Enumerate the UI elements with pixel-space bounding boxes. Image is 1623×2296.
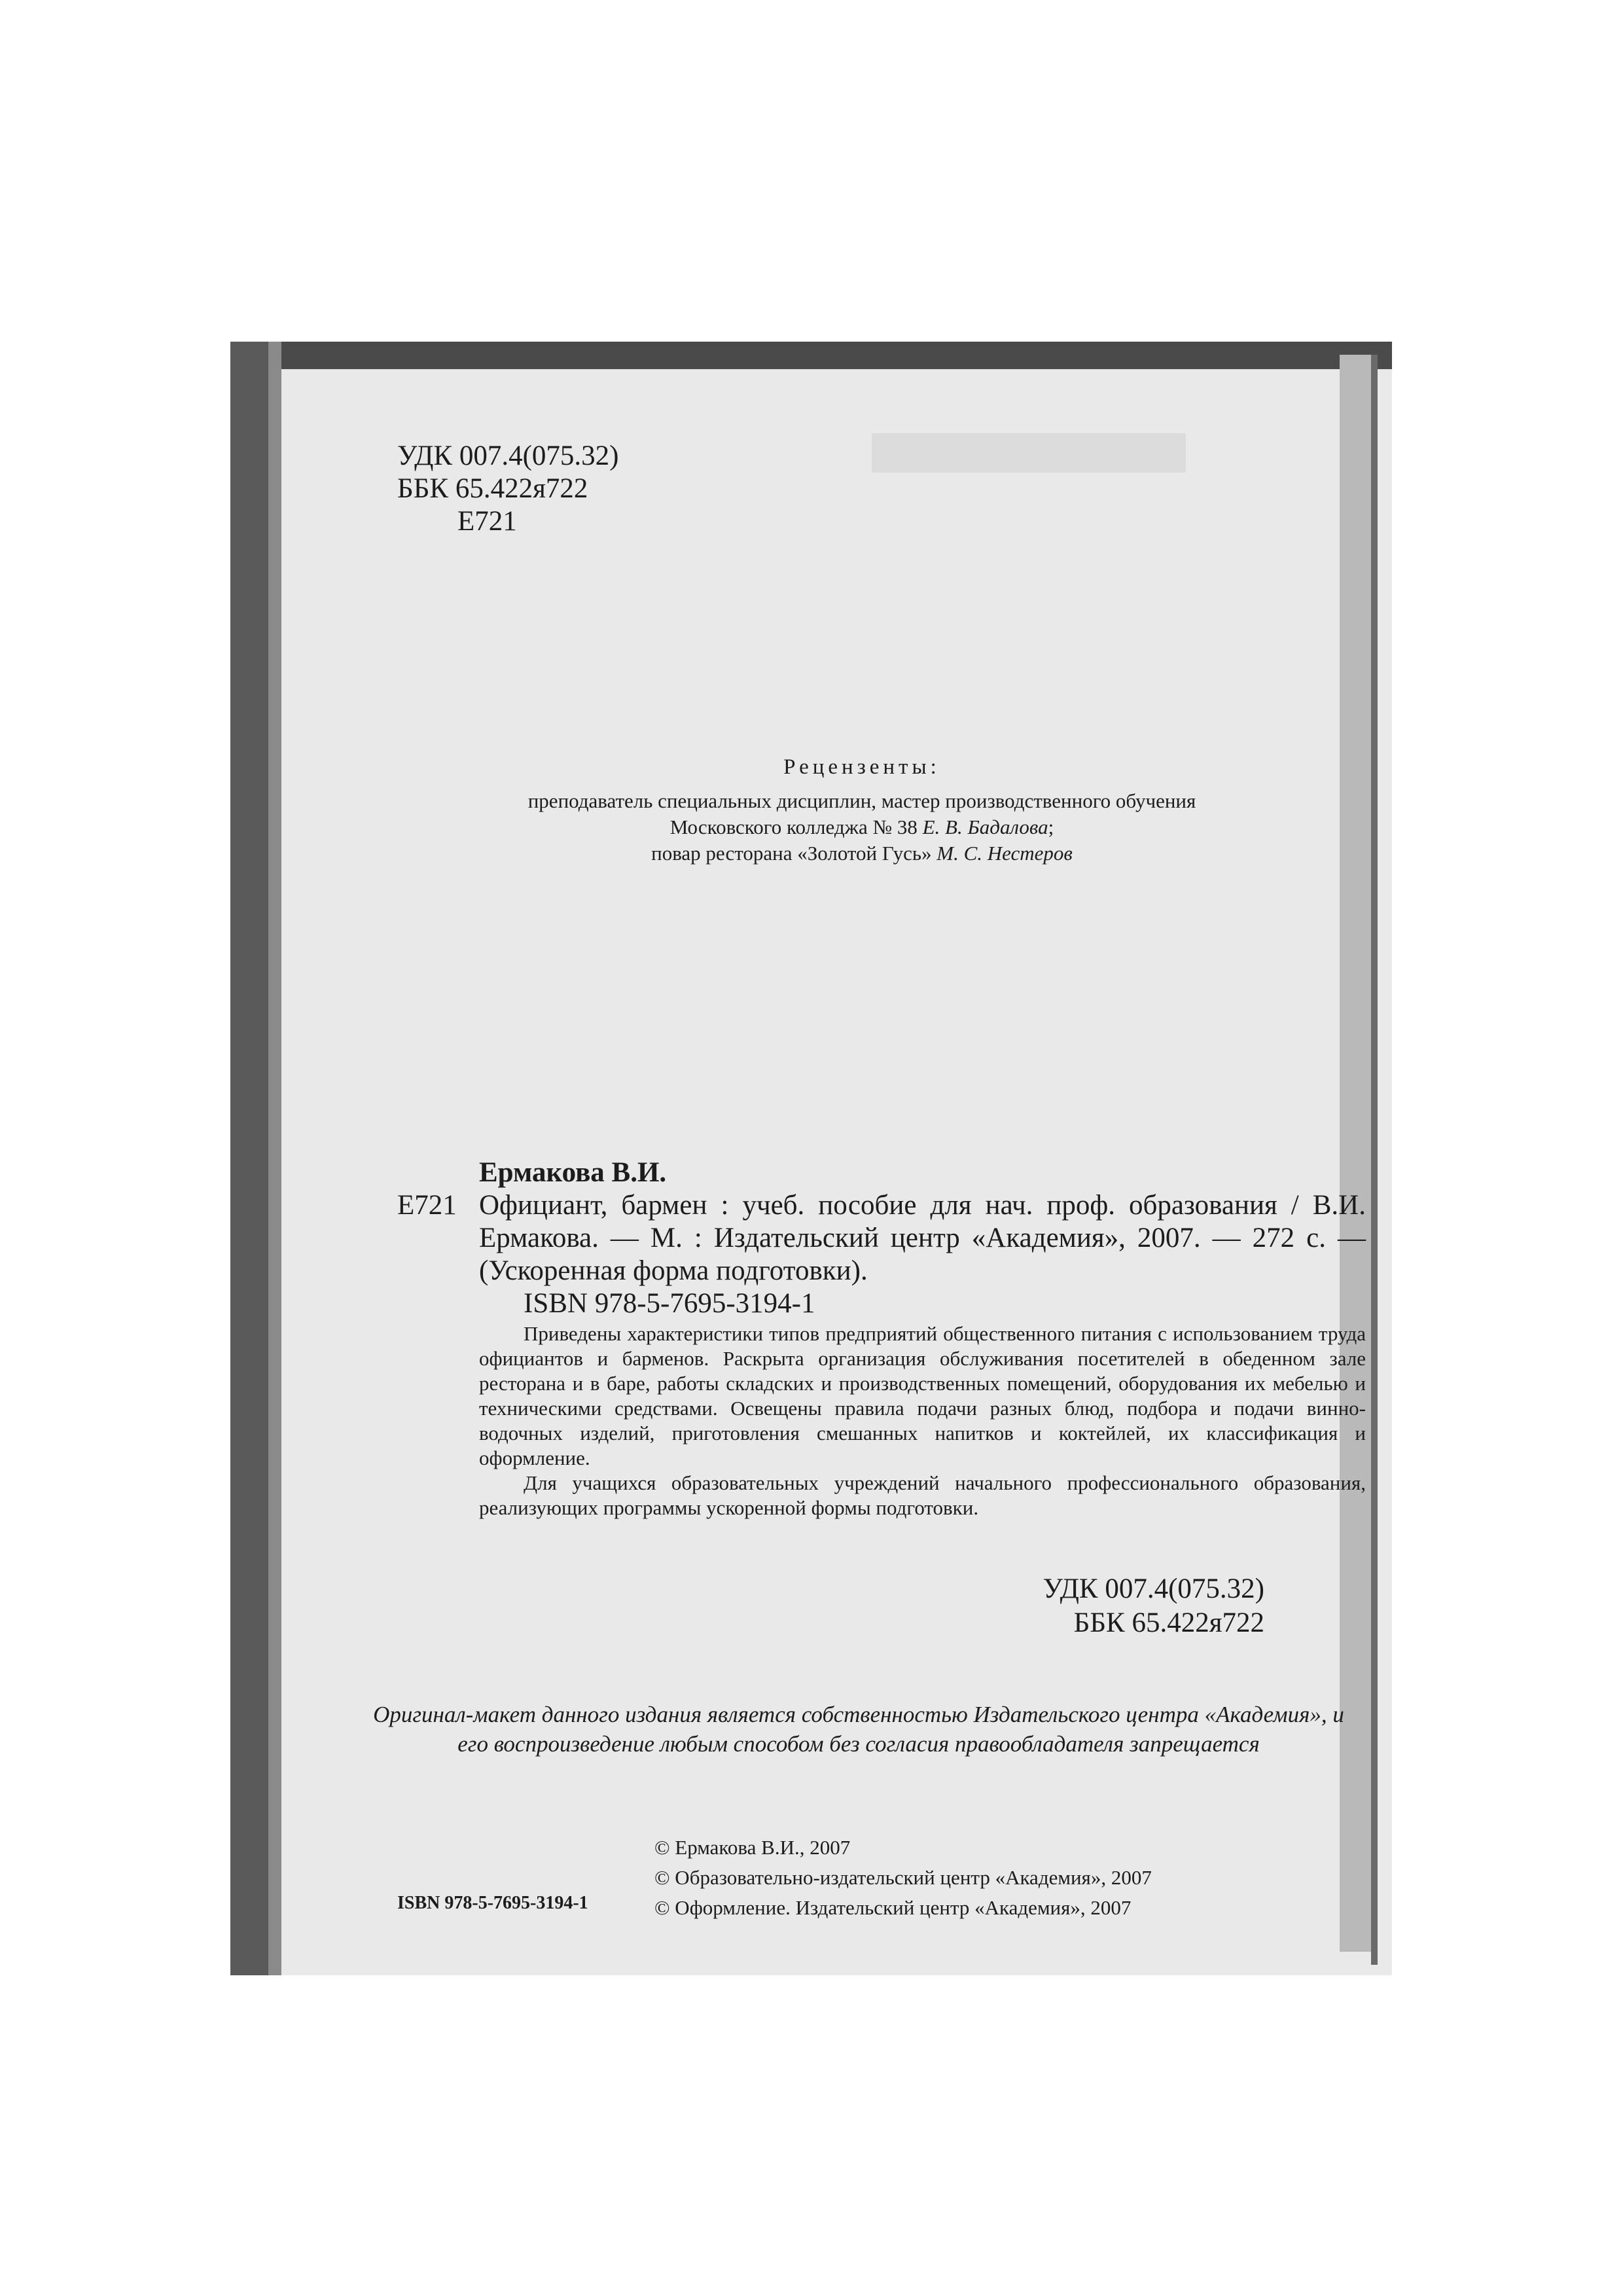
- bleed-through-shadow: [872, 433, 1186, 473]
- biblio-code: Е721: [397, 1190, 457, 1221]
- reviewers-heading: Рецензенты:: [783, 755, 940, 779]
- footer-bbk-code: ББК 65.422я722: [1073, 1607, 1264, 1638]
- annotation-paragraph-2: Для учащихся образовательных учреждений начального профессионального образования, реализующих программы ускоренной формы подготовки.: [479, 1471, 1366, 1519]
- author-mark: Е721: [457, 506, 517, 537]
- scanned-page: [230, 342, 1392, 1975]
- reviewer-line-2-prefix: Московского колледжа № 38: [669, 816, 923, 838]
- reviewer-line-1: преподаватель специальных дисциплин, мастер производственного обучения: [527, 789, 1196, 812]
- footer-classification-codes: [1043, 1572, 1265, 1640]
- reviewer-line-2: [381, 814, 1343, 840]
- biblio-description: Официант, бармен : учеб. пособие для нач. проф. образования / В.И. Ермакова. — М. : Издательский центр «Академия», 2007. — 272 с. — (Ускоренная форма подготовки).: [479, 1190, 1366, 1286]
- reviewer-name-2: М. С. Нестеров: [936, 842, 1073, 865]
- reviewer-line-2-suffix: ;: [1048, 816, 1054, 838]
- scan-edge-right-dark: [1371, 355, 1378, 1965]
- udk-code: УДК 007.4(075.32): [397, 440, 619, 471]
- footer-udk-code: УДК 007.4(075.32): [1043, 1573, 1264, 1604]
- copyright-line: © Ермакова В.И., 2007: [654, 1836, 851, 1859]
- isbn-bottom: ISBN 978-5-7695-3194-1: [397, 1893, 588, 1913]
- reviewers-block: [381, 754, 1343, 867]
- copyright-notice: Оригинал-макет данного издания является собственностью Издательского центра «Академия», и его воспроизведение любым способом без согласия правообладателя запрещается: [373, 1702, 1344, 1757]
- copyright-list: [654, 1833, 1152, 1923]
- copyright-line: © Образовательно-издательский центр «Академия», 2007: [654, 1866, 1152, 1889]
- book-author: Ермакова В.И.: [479, 1157, 667, 1188]
- reviewer-name-1: Е. В. Бадалова: [922, 816, 1048, 838]
- scan-edge-left: [230, 342, 268, 1975]
- biblio-isbn: ISBN 978-5-7695-3194-1: [524, 1288, 815, 1319]
- bbk-code: ББК 65.422я722: [397, 473, 588, 504]
- reviewer-line-3: [381, 840, 1343, 867]
- annotation-paragraph-1: Приведены характеристики типов предприятий общественного питания с использованием труда официантов и барменов. Раскрыта организация обслуживания посетителей в обеденном зале ресторана и в баре, работы складских и производственных помещений, оборудования их мебелью и техническими средствами. Освещены правила подачи разных блюд, подбора и подачи винно-водочных изделий, приготовления смешанных напитков и коктейлей, их классификация и оформление.: [479, 1322, 1366, 1469]
- scan-edge-left-inner: [268, 342, 281, 1975]
- annotation: [479, 1321, 1366, 1520]
- reviewer-line-3-prefix: повар ресторана «Золотой Гусь»: [651, 842, 937, 865]
- classification-codes: [397, 440, 619, 538]
- copyright-line: © Оформление. Издательский центр «Академия», 2007: [654, 1896, 1132, 1919]
- scan-edge-top: [230, 342, 1392, 369]
